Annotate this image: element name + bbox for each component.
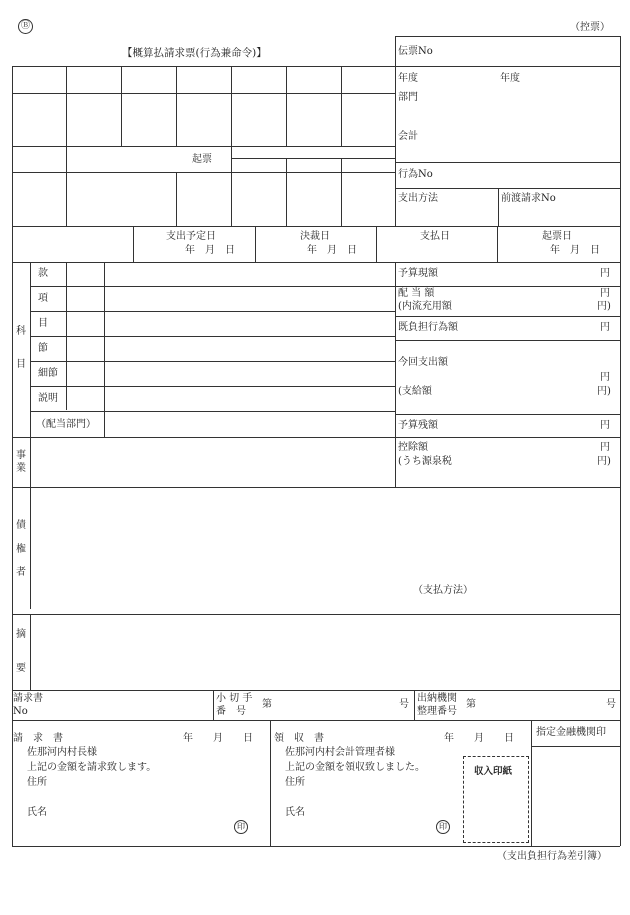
rule [395, 316, 620, 317]
rule [12, 226, 620, 227]
rule [12, 172, 395, 173]
rule [395, 188, 620, 189]
rule [395, 262, 396, 487]
rule [30, 411, 395, 412]
rule [12, 66, 13, 846]
subject-row-moku: 目 [38, 318, 48, 329]
bank-go: 号 [606, 699, 616, 710]
invoice-addressee: 佐那河内村長様 [27, 747, 97, 758]
deduction-label: 控除額 [398, 442, 428, 453]
creditor-label-1: 債 [16, 520, 26, 531]
b-mark: Ⓑ [18, 19, 33, 34]
receipt-addressee: 佐那河内村会計管理者様 [285, 747, 395, 758]
rule [12, 66, 620, 67]
rule [30, 361, 395, 362]
fiscal-year-label: 年度 [398, 73, 418, 84]
yen-unit: 円 [600, 322, 610, 333]
rule [12, 93, 395, 94]
yen-unit: 円 [600, 420, 610, 431]
receipt-address-label: 住所 [285, 777, 305, 788]
drafting-date-label: 起票日 [542, 231, 572, 242]
bank-seal-label: 指定金融機関印 [536, 727, 606, 738]
subject-row-kan: 款 [38, 268, 48, 279]
rule [12, 690, 620, 691]
invoice-name-label: 氏名 [27, 807, 47, 818]
rule [30, 614, 31, 690]
check-dai: 第 [262, 699, 272, 710]
subject-row-kou: 項 [38, 293, 48, 304]
footer-label: （支出負担行為差引簿） [497, 851, 607, 862]
rule [12, 487, 620, 488]
subject-row-setsu: 節 [38, 343, 48, 354]
rule [30, 386, 395, 387]
invoice-body: 上記の金額を請求致します。 [27, 762, 157, 773]
yen-unit: 円 [600, 372, 610, 383]
rule [213, 690, 214, 720]
receipt-body: 上記の金額を領収致しました。 [285, 762, 425, 773]
project-label-2: 業 [16, 463, 26, 474]
rule [531, 746, 620, 747]
rule [286, 66, 287, 146]
receipt-name-label: 氏名 [285, 807, 305, 818]
check-label-2: 番 号 [216, 706, 246, 717]
rule [620, 36, 621, 846]
yen-unit: 円 [600, 442, 610, 453]
rule [255, 226, 256, 262]
rule [66, 66, 67, 226]
rule [231, 66, 232, 226]
withholding-label: (うち源泉税 [398, 456, 452, 467]
fiscal-year-label-2: 年度 [500, 73, 520, 84]
rule [12, 437, 620, 438]
rule [376, 226, 377, 262]
creditor-payment-method: （支払方法） [413, 585, 473, 596]
rule [395, 36, 620, 37]
rule [12, 146, 395, 147]
subject-side-label-1: 科 [16, 326, 26, 337]
payment-method-label: 支出方法 [398, 193, 438, 204]
rule [414, 690, 415, 720]
receipt-title: 領 収 書 [274, 733, 324, 744]
form-title: 【概算払請求票(行為兼命令)】 [122, 47, 267, 59]
remaining-label: 予算残額 [398, 420, 438, 431]
rule [133, 226, 134, 262]
yen-unit-paren: 円) [597, 386, 611, 397]
summary-label-2: 要 [16, 663, 26, 674]
revenue-stamp-label: 収入印紙 [474, 766, 513, 777]
scheduled-payment-ymd: 年 月 日 [185, 245, 235, 256]
rule [30, 286, 395, 287]
rule [395, 162, 620, 163]
department-label: 部門 [398, 92, 418, 103]
drafting-label: 起票 [192, 154, 212, 165]
check-go: 号 [399, 699, 409, 710]
subject-side-label-2: 目 [16, 359, 26, 370]
invoice-title: 請 求 書 [13, 733, 63, 744]
rule [30, 311, 395, 312]
internal-allocation-label: (内流充用額 [398, 301, 452, 312]
drafting-date-ymd: 年 月 日 [550, 245, 600, 256]
current-budget-label: 予算現額 [398, 268, 438, 279]
copy-label: （控票） [570, 22, 610, 33]
voucher-no-label: 伝票No [398, 46, 433, 57]
receipt-seal-mark: 印 [436, 820, 450, 834]
bank-dai: 第 [466, 699, 476, 710]
action-no-label: 行為No [398, 169, 433, 180]
rule [176, 66, 177, 146]
scheduled-payment-label: 支出予定日 [166, 231, 216, 242]
yen-unit: 円 [600, 288, 610, 299]
check-label-1: 小 切 手 [216, 693, 253, 704]
rule [341, 158, 342, 226]
rule [497, 226, 498, 262]
rule [531, 720, 532, 846]
invoice-no-label: No [13, 706, 28, 717]
subject-row-setsumei: 説明 [38, 393, 58, 404]
rule [341, 66, 342, 146]
invoice-seal-mark: 印 [234, 820, 248, 834]
rule [395, 414, 620, 415]
rule [12, 846, 620, 847]
rule [12, 720, 620, 721]
rule [270, 720, 271, 846]
allocation-dept-label: （配当部門） [36, 419, 96, 430]
committed-label: 既負担行為額 [398, 322, 458, 333]
rule [395, 286, 620, 287]
creditor-label-2: 権 [16, 544, 26, 555]
summary-label-1: 摘 [16, 629, 26, 640]
bank-label-1: 出納機関 [417, 693, 457, 704]
rule [498, 188, 499, 226]
yen-unit: 円 [600, 268, 610, 279]
rule [12, 614, 620, 615]
rule [232, 158, 395, 159]
advance-request-label: 前渡請求No [501, 193, 556, 204]
rule [395, 340, 620, 341]
creditor-label-3: 者 [16, 567, 26, 578]
rule [395, 36, 396, 226]
rule [121, 66, 122, 146]
yen-unit-paren: 円) [597, 301, 611, 312]
approval-label: 決裁日 [300, 231, 330, 242]
invoice-date: 年 月 日 [183, 733, 253, 744]
this-payment-label: 今回支出額 [398, 357, 448, 368]
payment-date-label: 支払日 [420, 231, 450, 242]
invoice-address-label: 住所 [27, 777, 47, 788]
allocation-label: 配 当 額 [398, 288, 435, 299]
subject-row-saisetsu: 細節 [38, 368, 58, 379]
receipt-date: 年 月 日 [444, 733, 514, 744]
approval-ymd: 年 月 日 [307, 245, 357, 256]
rule [176, 172, 177, 226]
salary-label: (支給額 [398, 386, 432, 397]
rule [30, 262, 31, 609]
rule [30, 336, 395, 337]
account-label: 会計 [398, 131, 418, 142]
rule [286, 158, 287, 226]
project-label-1: 事 [16, 450, 26, 461]
bank-label-2: 整理番号 [417, 706, 457, 717]
invoice-label: 請求書 [13, 693, 43, 704]
yen-unit-paren: 円) [597, 456, 611, 467]
